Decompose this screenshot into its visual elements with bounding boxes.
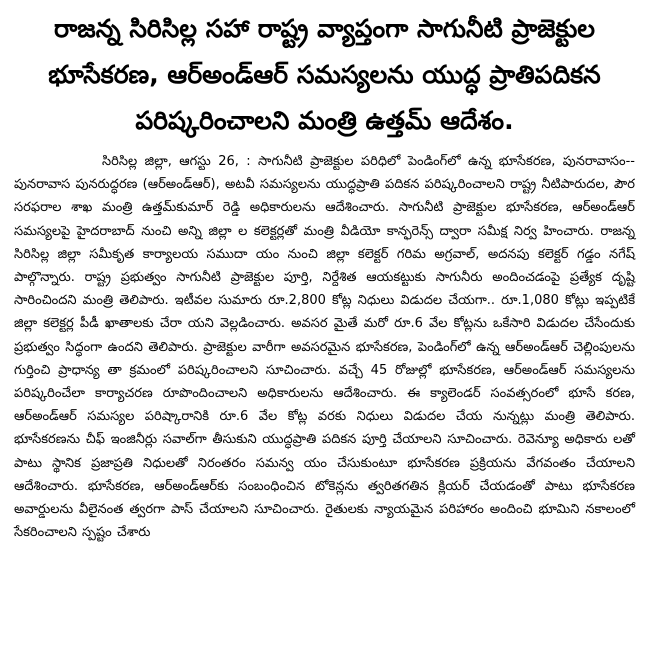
headline-line-3: పరిష్కరించాలని మంత్రి ఉత్తమ్ ఆదేశం. bbox=[135, 106, 514, 135]
article-headline bbox=[14, 6, 635, 144]
article-body: సిరిసిల్ల జిల్లా, ఆగస్టు 26, : సాగునీటి ప్రాజెక్టుల పరిధిలో పెండింగ్‌లో ఉన్న భూసేకరణ, పునరావాసం--పునరావాస పునరుద్ధరణ (ఆర్‌అండ్‌ఆర్), అటవీ సమస్యలను యుద్ధప్రాతి పదికన పరిష్కరించాలని రాష్ట్ర నీటిపారుదల, పౌర సరఫరాల శాఖ మంత్రి ఉత్తమ్‌కుమార్ రెడ్డి అధికారులను ఆదేశించారు. సాగునీటి ప్రాజెక్టుల భూసేకరణ, ఆర్‌అండ్‌ఆర్ సమస్యలపై హైదరాబాద్ నుంచి అన్ని జిల్లా ల కలెక్టర్లతో మంత్రి వీడియో కాన్ఫరెన్స్ ద్వారా సమీక్ష నిర్వ హించారు. రాజన్న సిరిసిల్ల జిల్లా సమీకృత కార్యాలయ సముదా యం నుంచి జిల్లా కలెక్టర్ గరిమ అగ్రవాల్, అదనపు కలెక్టర్ గడ్డం నగేష్ పాల్గొన్నారు. రాష్ట్ర ప్రభుత్వం సాగునీటి ప్రాజెక్టుల పూర్తి, నిర్దేశిత ఆయకట్టుకు సాగునీరు అందించడంపై ప్రత్యేక దృష్టి సారించిందని మంత్రి తెలిపారు. ఇటీవల సుమారు రూ.2,800 కోట్ల నిధులు విడుదల చేయగా.. రూ.1,080 కోట్లు ఇప్పటికే జిల్లా కలెక్టర్ల పీడీ ఖాతాలకు చేరా యని వెల్లడించారు. అవసర మైతే మరో రూ.6 వేల కోట్లను ఒకేసారి విడుదల చేసేందుకు ప్రభుత్వం సిద్ధంగా ఉందని తెలిపారు. ప్రాజెక్టుల వారీగా అవసరమైన భూసేకరణ, పెండింగ్‌లో ఉన్న ఆర్‌అండ్‌ఆర్ చెల్లింపులను గుర్తించి ప్రాధాన్య తా క్రమంలో పరిష్కరించాలని సూచించారు. వచ్చే 45 రోజుల్లో భూసేకరణ, ఆర్‌అండ్‌ఆర్ సమస్యలను పరిష్కరించేలా కార్యాచరణ రూపొందించాలని అధికారులను ఆదేశించారు. ఈ క్యాలెండర్ సంవత్సరంలో భూసే కరణ, ఆర్‌అండ్‌ఆర్ సమస్యల పరిష్కారానికి రూ.6 వేల కోట్ల వరకు నిధులు విడుదల చేయ నున్నట్లు మంత్రి తెలిపారు. భూసేకరణను చీఫ్ ఇంజినీర్లు సవాల్‌గా తీసుకుని యుద్ధప్రాతి పదికన పూర్తి చేయాలని సూచించారు. రెవెన్యూ అధికారు లతో పాటు స్థానిక ప్రజాప్రతి నిధులతో నిరంతరం సమన్వ యం చేసుకుంటూ భూసేకరణ ప్రక్రియను వేగవంతం చేయాలని ఆదేశించారు. భూసేకరణ, ఆర్‌అండ్‌ఆర్‌కు సంబంధించిన టోకెన్లను త్వరితగతిన క్లియర్ చేయడంతో పాటు భూసేకరణ అవార్డులను వీలైనంత త్వరగా పాస్ చేయాలని సూచించారు. రైతులకు న్యాయమైన పరిహారం అందించి భూమిని నకాలంలో సేకరించాలని స్పష్టం చేశారు bbox=[14, 154, 635, 541]
headline-line-1: రాజన్న సిరిసిల్ల సహా రాష్ట్ర వ్యాప్తంగా సాగునీటి ప్రాజెక్టుల bbox=[54, 14, 595, 43]
headline-line-2: భూసేకరణ, ఆర్‌అండ్‌ఆర్ సమస్యలను యుద్ధ ప్రాతిపదికన bbox=[48, 60, 601, 89]
